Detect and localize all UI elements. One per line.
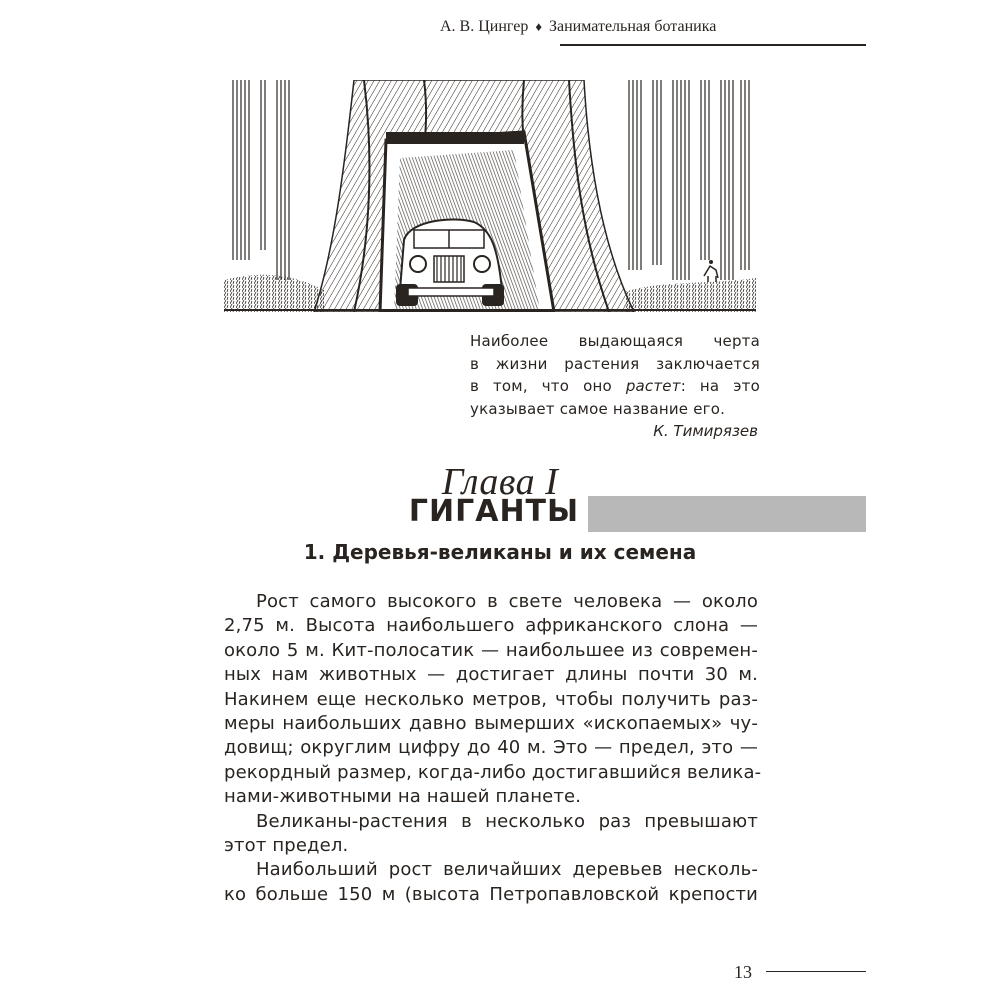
- epigraph-emphasis: растет: [625, 377, 681, 395]
- epigraph-line: указывает самое название его.: [470, 399, 726, 418]
- body-text: [224, 590, 762, 907]
- body-line: около 5 м. Кит-полосатик — наибольшее из современ-: [224, 639, 758, 661]
- epigraph-line-end: : на это: [680, 377, 760, 395]
- body-line: меры наибольших давно вымерших «ископаемых» чу-: [224, 713, 758, 735]
- epigraph-line-start: в том, что оно: [470, 377, 626, 395]
- footer-rule: [766, 971, 866, 972]
- chapter-label: Глава I: [441, 461, 559, 503]
- body-line: ных нам животных — достигает длины почти 30 м.: [224, 664, 758, 686]
- header-book-title: Занимательная ботаника: [549, 18, 717, 35]
- body-line: Великаны-растения в несколько раз превышают: [256, 810, 758, 832]
- epigraph-line: в жизни растения заключается: [470, 354, 760, 373]
- body-line: нами-животными на нашей планете.: [224, 786, 582, 808]
- section-title: 1. Деревья-великаны и их семена: [303, 540, 697, 564]
- illustration-drawing: [224, 80, 756, 312]
- body-line: Рост самого высокого в свете человека — около: [256, 591, 758, 612]
- epigraph-author: К. Тимирязев: [653, 422, 758, 440]
- body-line: довищ; округлим цифру до 40 м. Это — предел, это —: [224, 737, 758, 759]
- body-line: 2,75 м. Высота наибольшего африканского слона —: [224, 615, 758, 637]
- page-number: 13: [734, 962, 752, 982]
- header-rule: [560, 44, 866, 46]
- body-line: рекордный размер, когда-либо достигавшийся велика-: [224, 761, 762, 783]
- epigraph: [470, 330, 760, 420]
- chapter-title-bar: [588, 496, 866, 532]
- car-in-tunnel: [396, 219, 504, 306]
- body-line: ко больше 150 м (высота Петропавловской крепости: [224, 883, 758, 905]
- header-author: А. В. Цингер: [440, 18, 529, 35]
- diamond-separator-icon: ♦: [535, 19, 542, 34]
- body-line: этот предел.: [224, 835, 349, 857]
- epigraph-line: Наиболее выдающаяся черта: [470, 332, 760, 350]
- running-header: [440, 18, 760, 36]
- body-line: Наибольший рост величайших деревьев несколь-: [256, 859, 758, 881]
- epigraph-line: [470, 375, 760, 398]
- chapter-title: ГИГАНТЫ: [408, 494, 580, 529]
- body-line: Накинем еще несколько метров, чтобы получить раз-: [224, 688, 758, 710]
- sequoia-tunnel-illustration: [224, 80, 756, 312]
